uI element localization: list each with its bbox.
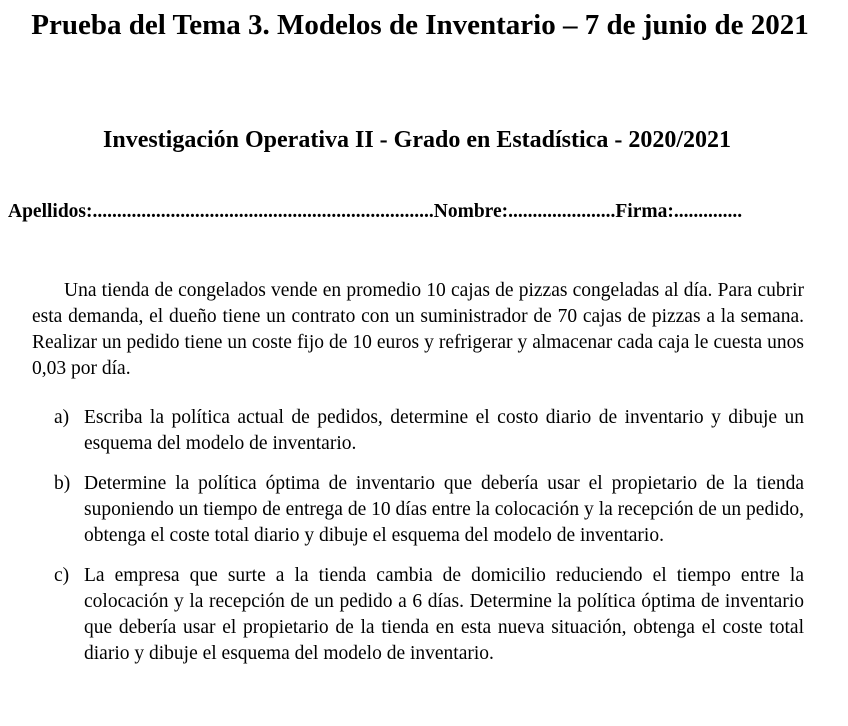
question-a	[32, 405, 804, 457]
firma-blank: ..............	[673, 201, 743, 222]
question-list	[32, 405, 804, 667]
page-title: Prueba del Tema 3. Modelos de Inventario – 7 de junio de 2021	[31, 9, 809, 41]
apellidos-blank: ......................................................................	[92, 201, 434, 222]
question-c-letter: c)	[54, 565, 70, 586]
question-c-text: La empresa que surte a la tienda cambia de domicilio reduciendo el tiempo entre la colocación y la recepción de un pedido a 6 días. Determine la política óptima de inventario que debería usar el propietario de la tienda en esta nueva situación, obtenga el coste total diario y dibuje el esquema del modelo de inventario.	[84, 565, 804, 664]
course-subtitle: Investigación Operativa II - Grado en Estadística - 2020/2021	[103, 127, 731, 153]
student-fields	[8, 200, 828, 224]
problem-statement: Una tienda de congelados vende en promedio 10 cajas de pizzas congeladas al día. Para cubrir esta demanda, el dueño tiene un contrato con un suministrador de 70 cajas de pizzas a la semana. Realizar un pedido tiene un coste fijo de 10 euros y refrigerar y almacenar cada caja le cuesta unos 0,03 por día.	[32, 280, 804, 379]
question-b-text: Determine la política óptima de inventario que debería usar el propietario de la tienda suponiendo un tiempo de entrega de 10 días entre la colocación y la recepción de un pedido, obtenga el coste total diario y dibuje el esquema del modelo de inventario.	[84, 473, 804, 546]
apellidos-label: Apellidos:	[8, 201, 93, 222]
question-a-letter: a)	[54, 407, 70, 428]
firma-label: Firma:	[615, 201, 674, 222]
question-c	[32, 563, 804, 667]
question-b-letter: b)	[54, 473, 71, 494]
question-a-text: Escriba la política actual de pedidos, determine el costo diario de inventario y dibuje un esquema del modelo de inventario.	[84, 407, 804, 454]
nombre-label: Nombre:	[433, 201, 509, 222]
question-b	[32, 471, 804, 549]
nombre-blank: ......................	[508, 201, 616, 222]
